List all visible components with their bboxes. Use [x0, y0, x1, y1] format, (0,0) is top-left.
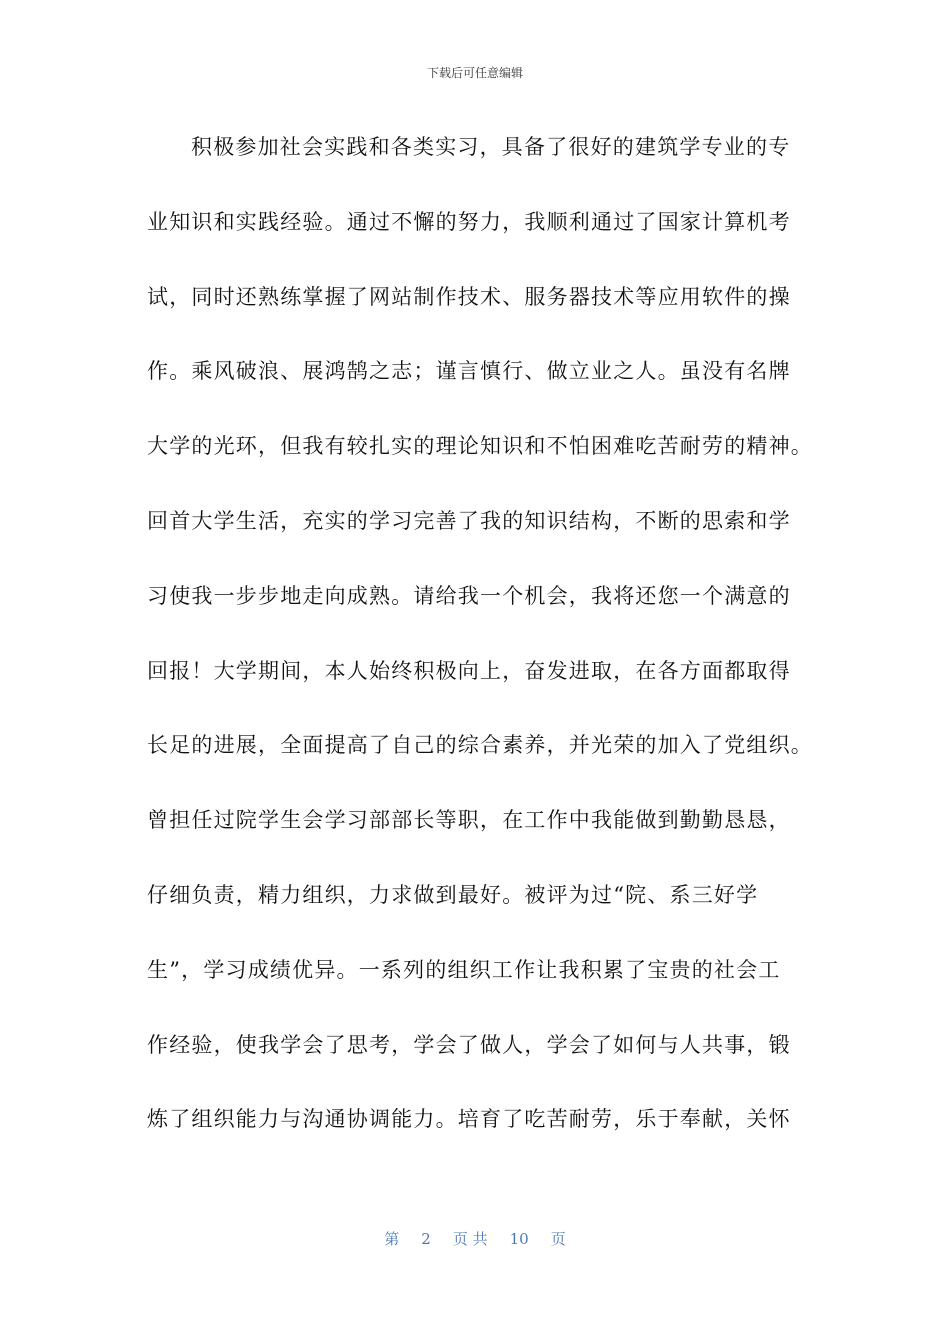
page-footer	[0, 1228, 950, 1249]
paragraph-line: 仔细负责，精力组织，力求做到最好。被评为过“院、系三好学	[147, 882, 759, 907]
footer-current-page: 2	[421, 1230, 431, 1248]
paragraph-line: 业知识和实践经验。通过不懈的努力，我顺利通过了国家计算机考	[147, 209, 791, 234]
paragraph-line: 生”，学习成绩优异。一系列的组织工作让我积累了宝贵的社会工	[147, 957, 781, 982]
paragraph-line: 习使我一步步地走向成熟。请给我一个机会，我将还您一个满意的	[147, 583, 791, 608]
paragraph-line: 长足的进展，全面提高了自己的综合素养，并光荣的加入了党组织。	[147, 733, 813, 758]
footer-total-pages: 10	[509, 1230, 529, 1248]
footer-prefix: 第	[384, 1230, 400, 1248]
page-header: 下载后可任意编辑	[426, 66, 523, 80]
footer-middle: 页 共	[452, 1230, 488, 1248]
document-body	[147, 125, 817, 1172]
paragraph-line: 曾担任过院学生会学习部部长等职，在工作中我能做到勤勤恳恳，	[147, 808, 791, 833]
paragraph-line: 回首大学生活，充实的学习完善了我的知识结构，不断的思索和学	[147, 508, 791, 533]
paragraph-line: 炼了组织能力与沟通协调能力。培育了吃苦耐劳，乐于奉献，关怀	[147, 1107, 791, 1132]
paragraph-line: 积极参加社会实践和各类实习，具备了很好的建筑学专业的专	[191, 135, 791, 159]
paragraph-line: 试，同时还熟练掌握了网站制作技术、服务器技术等应用软件的操	[147, 284, 791, 309]
paragraph-line: 作。乘风破浪、展鸿鹄之志；谨言慎行、做立业之人。虽没有名牌	[147, 359, 791, 384]
footer-suffix: 页	[550, 1230, 566, 1248]
paragraph-line: 大学的光环，但我有较扎实的理论知识和不怕困难吃苦耐劳的精神。	[147, 434, 813, 459]
paragraph-line: 作经验，使我学会了思考，学会了做人，学会了如何与人共事，锻	[147, 1032, 791, 1057]
paragraph-line: 回报！大学期间，本人始终积极向上，奋发进取，在各方面都取得	[147, 658, 791, 683]
